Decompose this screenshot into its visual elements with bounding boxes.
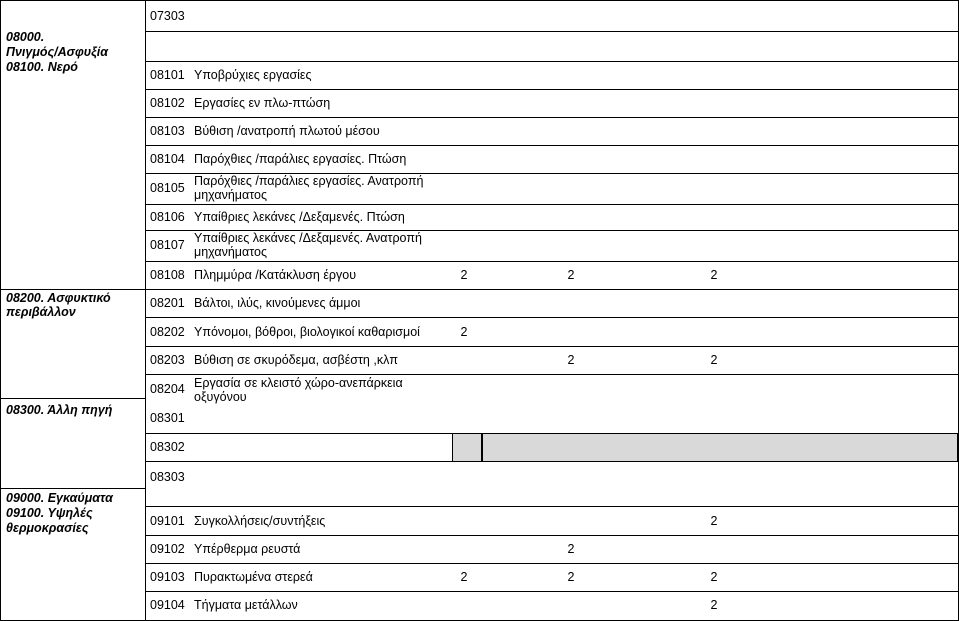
desc-08203: Βύθιση σε σκυρόδεμα, ασβέστη ,κλπ	[194, 353, 398, 367]
desc-08201: Βάλτοι, ιλύς, κινούμενες άμμοι	[194, 296, 361, 310]
desc-09103: Πυρακτωμένα στερεά	[194, 570, 313, 584]
rule	[145, 145, 959, 146]
value-08108-1: 2	[460, 268, 468, 282]
desc-09104: Τήγματα μετάλλων	[194, 598, 298, 612]
value-09103-2: 2	[567, 570, 575, 584]
rule	[0, 0, 1, 621]
value-08203-3: 2	[710, 353, 718, 367]
value-09101-2: 2	[710, 514, 718, 528]
code-08201: 08201	[150, 296, 185, 310]
desc-08106: Υπαίθριες λεκάνες /Δεξαμενές. Πτώση	[194, 210, 405, 224]
rule	[145, 506, 959, 507]
code-08104: 08104	[150, 152, 185, 166]
code-08302: 08302	[150, 440, 185, 454]
rule	[145, 31, 959, 32]
desc-08107-line2: μηχανήματος	[194, 245, 267, 259]
desc-08103: Βύθιση /ανατροπή πλωτού μέσου	[194, 124, 380, 138]
rule	[0, 398, 145, 399]
value-08108-2: 2	[567, 268, 575, 282]
code-09101: 09101	[150, 514, 185, 528]
category-08200: 08200. Ασφυκτικό	[6, 291, 111, 305]
desc-08105-line2: μηχανήματος	[194, 188, 267, 202]
desc-08107-line1: Υπαίθριες λεκάνες /Δεξαμενές. Ανατροπή	[194, 231, 422, 245]
rule	[145, 61, 959, 62]
rule	[145, 374, 959, 375]
category-08000: 08000.	[6, 30, 45, 44]
rule	[145, 535, 959, 536]
category-09000: 09000. Εγκαύματα	[6, 491, 113, 505]
value-08202-1: 2	[460, 325, 468, 339]
rule	[145, 261, 959, 262]
category-08300: 08300. Άλλη πηγή	[6, 403, 113, 417]
rule	[145, 346, 959, 347]
value-08108-3: 2	[710, 268, 718, 282]
rule	[0, 289, 145, 290]
desc-08105-line1: Παρόχθιες /παράλιες εργασίες. Ανατροπή	[194, 174, 424, 188]
rule	[145, 563, 959, 564]
value-09103-1: 2	[460, 570, 468, 584]
desc-09101: Συγκολλήσεις/συντήξεις	[194, 514, 326, 528]
rule	[0, 0, 959, 1]
code-08108: 08108	[150, 268, 185, 282]
rule	[145, 117, 959, 118]
desc-08204-line1: Εργασία σε κλειστό χώρο-ανεπάρκεια	[194, 376, 403, 390]
value-09103-3: 2	[710, 570, 718, 584]
category-09100-label: θερμοκρασίες	[6, 521, 89, 535]
code-09104: 09104	[150, 598, 185, 612]
code-08102: 08102	[150, 96, 185, 110]
code-08204: 08204	[150, 382, 185, 396]
rule	[145, 289, 959, 290]
code-07303: 07303	[150, 9, 185, 23]
code-08303: 08303	[150, 470, 185, 484]
code-08103: 08103	[150, 124, 185, 138]
code-08203: 08203	[150, 353, 185, 367]
empty-cell	[452, 433, 482, 462]
value-08203-2: 2	[567, 353, 575, 367]
code-08101: 08101	[150, 68, 185, 82]
rule	[0, 488, 145, 489]
desc-08204-line2: οξυγόνου	[194, 390, 247, 404]
desc-08101: Υποβρύχιες εργασίες	[194, 68, 312, 82]
rule	[145, 204, 959, 205]
value-09102-1: 2	[567, 542, 575, 556]
category-08200-label: περιβάλλον	[6, 305, 76, 319]
desc-09102: Υπέρθερμα ρευστά	[194, 542, 301, 556]
rule	[145, 591, 959, 592]
category-09100: 09100. Υψηλές	[6, 506, 93, 520]
desc-08104: Παρόχθιες /παράλιες εργασίες. Πτώση	[194, 152, 407, 166]
code-08107: 08107	[150, 238, 185, 252]
code-08301: 08301	[150, 411, 185, 425]
desc-08108: Πλημμύρα /Κατάκλυση έργου	[194, 268, 357, 282]
empty-cell	[482, 433, 958, 462]
category-08000-label: Πνιγμός/Ασφυξία	[6, 45, 109, 59]
desc-08102: Εργασίες εν πλω-πτώση	[194, 96, 331, 110]
desc-08202: Υπόνομοι, βόθροι, βιολογικοί καθαρισμοί	[194, 325, 420, 339]
code-08202: 08202	[150, 325, 185, 339]
category-08100: 08100. Νερό	[6, 60, 78, 74]
code-08106: 08106	[150, 210, 185, 224]
rule	[145, 317, 959, 318]
rule	[145, 0, 146, 621]
code-09102: 09102	[150, 542, 185, 556]
rule	[145, 89, 959, 90]
code-09103: 09103	[150, 570, 185, 584]
value-09104-3: 2	[710, 598, 718, 612]
code-08105: 08105	[150, 181, 185, 195]
